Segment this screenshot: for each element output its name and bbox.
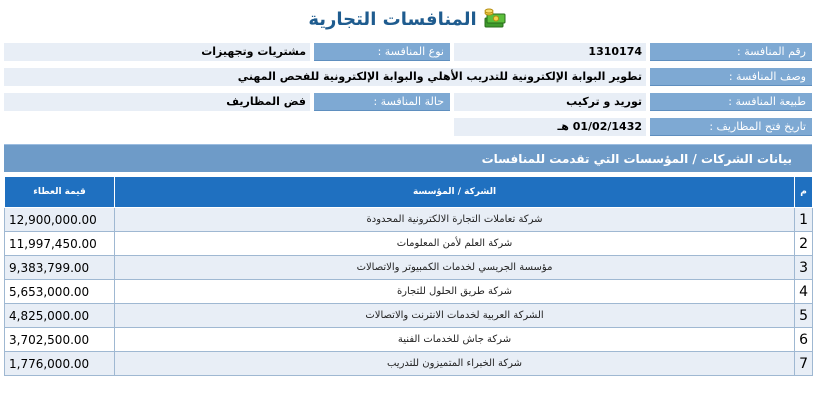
row-value: 5,653,000.00 xyxy=(5,280,115,304)
row-index: 1 xyxy=(795,208,813,232)
row-company: مؤسسة الجريسي لخدمات الكمبيوتر والاتصالات xyxy=(115,256,795,280)
table-row xyxy=(5,280,813,304)
nature-value: توريد و تركيب xyxy=(454,93,646,111)
row-company: شركة العلم لأمن المعلومات xyxy=(115,232,795,256)
type-value: مشتريات وتجهيزات xyxy=(4,43,310,61)
row-company: شركة الخبراء المتميزون للتدريب xyxy=(115,352,795,376)
table-row xyxy=(5,256,813,280)
number-value: 1310174 xyxy=(454,43,646,61)
header-value: قيمة العطاء xyxy=(5,177,115,208)
row-value: 11,997,450.00 xyxy=(5,232,115,256)
money-icon xyxy=(483,8,507,30)
status-label: حالة المنافسة : xyxy=(314,93,450,111)
page-header xyxy=(0,4,815,34)
row-company: الشركة العربية لخدمات الانترنت والاتصالات xyxy=(115,304,795,328)
type-label: نوع المنافسة : xyxy=(314,43,450,61)
row-index: 4 xyxy=(795,280,813,304)
section-title: بيانات الشركات / المؤسسات التي تقدمت للمنافسات xyxy=(4,144,812,172)
row-value: 3,702,500.00 xyxy=(5,328,115,352)
page-title: المنافسات التجارية xyxy=(308,8,477,30)
row-index: 2 xyxy=(795,232,813,256)
row-value: 1,776,000.00 xyxy=(5,352,115,376)
row-value: 4,825,000.00 xyxy=(5,304,115,328)
row-index: 3 xyxy=(795,256,813,280)
opening-date-label: تاريخ فتح المظاريف : xyxy=(650,118,812,136)
row-description xyxy=(4,67,812,87)
status-value: فض المظاريف xyxy=(4,93,310,111)
row-value: 12,900,000.00 xyxy=(5,208,115,232)
row-opening-date xyxy=(4,117,812,137)
description-value: تطوير البوابة الإلكترونية للتدريب الأهلي والبوابة الإلكترونية للفحص المهني xyxy=(4,68,646,86)
table-row xyxy=(5,208,813,232)
bids-table xyxy=(4,176,813,376)
number-label: رقم المنافسة : xyxy=(650,43,812,61)
row-number-type xyxy=(4,42,812,62)
row-index: 5 xyxy=(795,304,813,328)
row-index: 7 xyxy=(795,352,813,376)
table-row xyxy=(5,304,813,328)
row-company: شركة طريق الحلول للتجارة xyxy=(115,280,795,304)
table-row xyxy=(5,352,813,376)
description-label: وصف المنافسة : xyxy=(650,68,812,86)
row-company: شركة تعاملات التجارة الالكترونية المحدودة xyxy=(115,208,795,232)
header-company: الشركة / المؤسسة xyxy=(115,177,795,208)
row-company: شركة جاش للخدمات الفنية xyxy=(115,328,795,352)
nature-label: طبيعة المنافسة : xyxy=(650,93,812,111)
header-index: م xyxy=(795,177,813,208)
table-row xyxy=(5,328,813,352)
table-row xyxy=(5,232,813,256)
opening-date-value: 01/02/1432 هـ xyxy=(454,118,646,136)
row-value: 9,383,799.00 xyxy=(5,256,115,280)
row-nature-status xyxy=(4,92,812,112)
row-index: 6 xyxy=(795,328,813,352)
table-header-row xyxy=(5,177,813,208)
